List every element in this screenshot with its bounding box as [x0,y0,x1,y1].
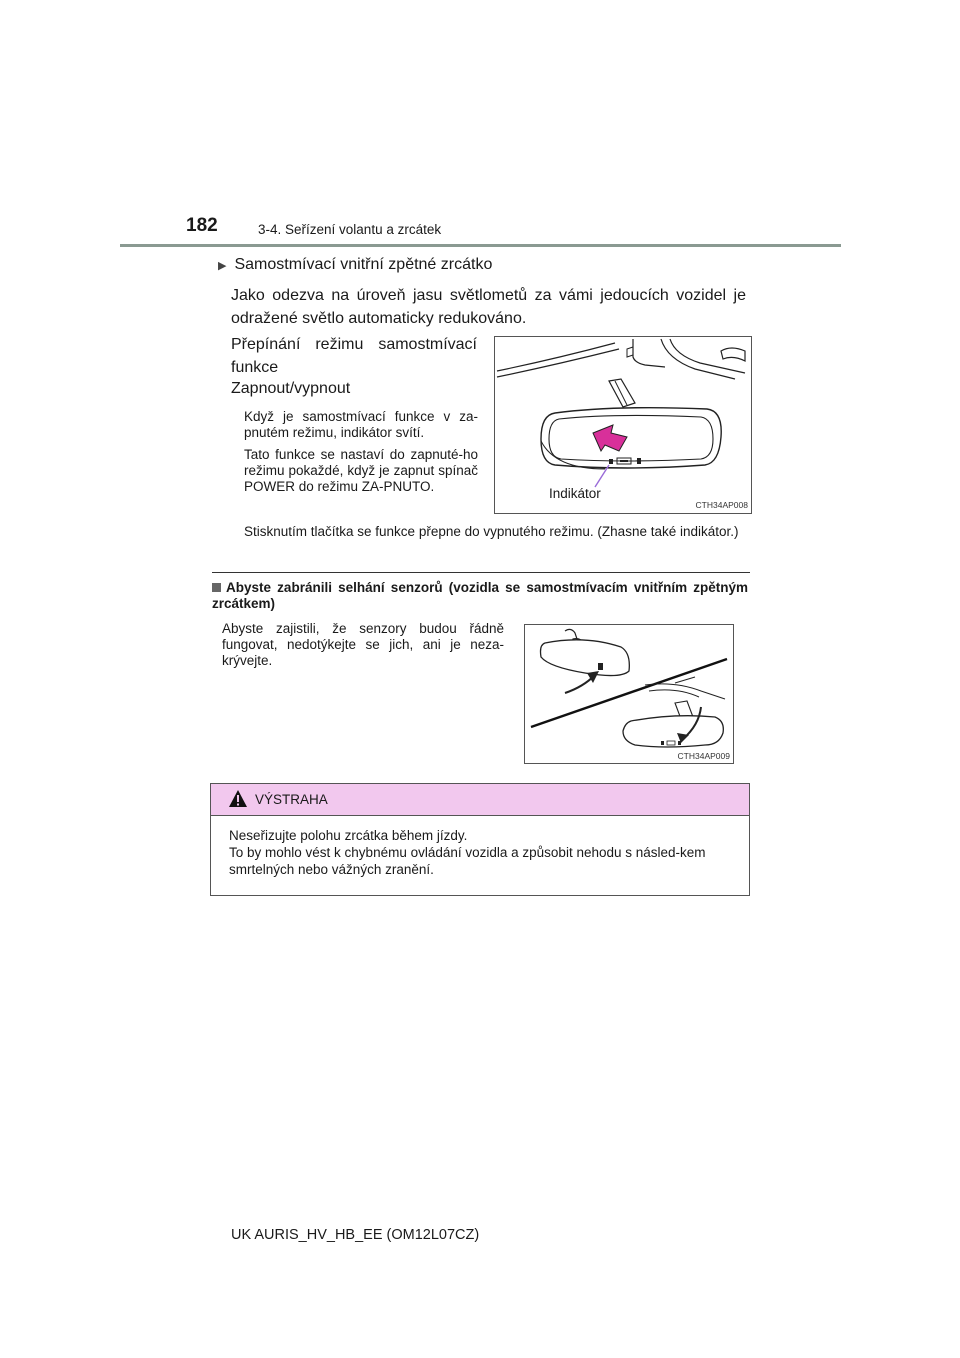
sensor-section-title [212,580,748,612]
note-on: Když je samostmívací funkce v za-pnutém režimu, indikátor svítí. [244,409,478,440]
page-number: 182 [186,215,218,236]
warning-line-2: To by mohlo vést k chybnému ovládání vozidla a způsobit nehodu s násled-kem smrtelných nebo vážných zranění. [229,845,706,877]
footer-code: UK AURIS_HV_HB_EE (OM12L07CZ) [231,1227,480,1243]
note-off: Stisknutím tlačítka se funkce přepne do vypnutého režimu. (Zhasne také indikátor.) [244,524,739,539]
subsection-heading [218,256,492,274]
intro-paragraph: Jako odezva na úroveň jasu světlometů za vámi jedoucích vozidel je odražené světlo automaticky redukováno. [231,287,746,327]
sensor-title-text: Abyste zabránili selhání senzorů (vozidla se samostmívacím vnitřním zpětným zrcátkem) [212,580,748,611]
section-rule [212,572,750,573]
figure-code: CTH34AP008 [695,500,748,510]
header-rule [120,244,841,247]
section-title: 3-4. Seřízení volantu a zrcátek [258,222,442,237]
warning-header [211,784,749,816]
warning-line-1: Neseřizujte polohu zrcátka během jízdy. [229,828,468,843]
onoff-label: Zapnout/vypnout [231,380,351,397]
triangle-bullet-icon: ▶ [218,259,227,272]
mode-title: Přepínání režimu samostmívací funkce [231,336,477,376]
heading-text: Samostmívací vnitřní zpětné zrcátko [234,256,493,273]
indicator-label: Indikátor [549,486,601,501]
sensor-section-body: Abyste zajistili, že senzory budou řádně fungovat, nedotýkejte se jich, ani je neza-krývejte. [222,621,504,668]
sensor-illustration [525,625,733,763]
note-default: Tato funkce se nastaví do zapnuté-ho režimu pokaždé, když je zapnut spínač POWER do režimu ZA-PNUTO. [244,447,478,494]
warning-box [210,783,750,896]
figure-code: CTH34AP009 [677,751,730,761]
mirror-illustration [495,337,751,513]
square-bullet-icon [212,583,221,592]
mirror-figure [494,336,752,514]
warning-icon [228,789,248,809]
sensor-figure [524,624,734,764]
warning-title: VÝSTRAHA [255,792,328,807]
warning-body [229,827,739,878]
